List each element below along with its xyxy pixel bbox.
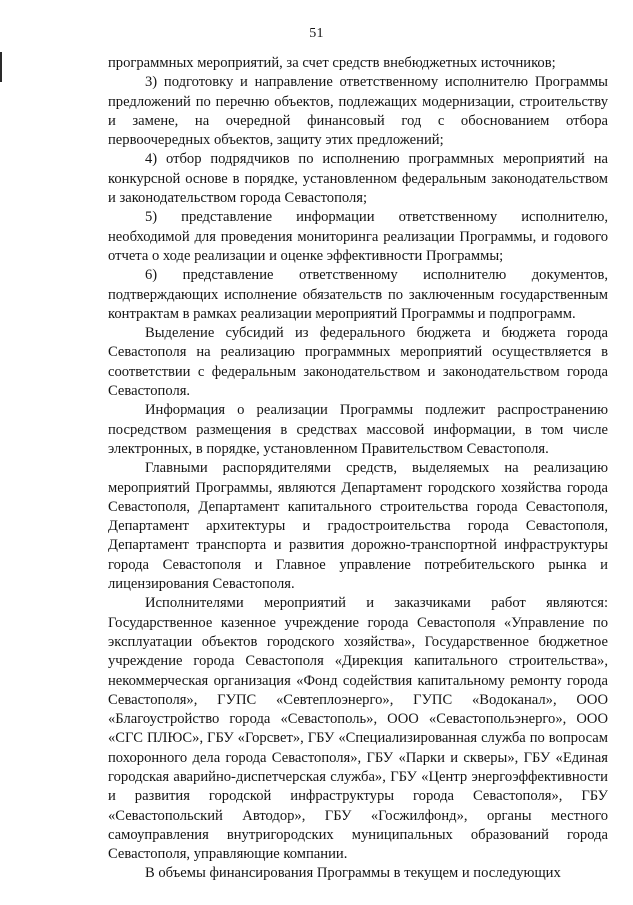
paragraph-executors: Исполнителями мероприятий и заказчиками работ являются: Государственное казенное учреждение города Севастополя «Управление по эксплуатации объектов городского хозяйства», Государственное бюджетное учреждение города Севастополя «Дирекция капитального строительства», некоммерческая организация «Фонд содействия капитальному ремонту города Севастополя», ГУПС «Севтеплоэнерго», ГУПС «Водоканал», ООО «Благоустройство города «Севастополь», ООО «Севастопольэнерго», ООО «СГС ПЛЮС», ГБУ «Горсвет», ГБУ «Специализированная служба по вопросам похоронного дела города Севастополя», ГБУ «Парки и скверы», ГБУ «Единая городская аварийно-диспетчерская служба», ГБУ «Центр энергоэффективности и развития городской инфраструктуры города Севастополя», ГБУ «Севастопольский Автодор», ГБУ «Госжилфонд», органы местного самоуправления внутригородских муниципальных образований города Севастополя, управляющие компании. bbox=[108, 595, 608, 863]
scan-margin-mark bbox=[0, 52, 2, 82]
paragraph-main-managers: Главными распорядителями средств, выделяемых на реализацию мероприятий Программы, являются Департамент городского хозяйства города Севастополя, Департамент капитального строительства города Севастополя, Департамент архитектуры и градостроительства города Севастополя, Департамент транспорта и развития дорожно-транспортной инфраструктуры города Севастополя и Главное управление потребительского рынка и лицензирования Севастополя. bbox=[108, 460, 608, 593]
paragraph-continuation: программных мероприятий, за счет средств внебюджетных источников; bbox=[108, 55, 556, 71]
paragraph-item-6: 6) представление ответственному исполнителю документов, подтверждающих исполнение обязательств по заключенным государственным контрактам в рамках реализации мероприятий Программы и подпрограмм. bbox=[108, 267, 608, 322]
paragraph-item-5: 5) представление информации ответственному исполнителю, необходимой для проведения мониторинга реализации Программы, и годового отчета о ходе реализации и оценке эффективности Программы; bbox=[108, 209, 608, 264]
page-number: 51 bbox=[309, 26, 324, 41]
paragraph-information: Информация о реализации Программы подлежит распространению посредством размещения в средствах массовой информации, в том числе электронных, в порядке, установленном Правительством Севастополя. bbox=[108, 402, 608, 457]
paragraph-item-4: 4) отбор подрядчиков по исполнению программных мероприятий на конкурсной основе в порядке, установленном федеральным законодательством и законодательством города Севастополя; bbox=[108, 151, 608, 207]
paragraph-financing: В объемы финансирования Программы в текущем и последующих bbox=[145, 865, 561, 882]
paragraph-item-3: 3) подготовку и направление ответственному исполнителю Программы предложений по перечню объектов, подлежащих модернизации, строительству и замене, на очередной финансовый год с обоснованием отбора первоочередных объектов, защиту этих предложений; bbox=[108, 74, 608, 149]
paragraph-subsidies: Выделение субсидий из федерального бюджета и бюджета города Севастополя на реализацию программных мероприятий осуществляется в соответствии с федеральным законодательством и законодательством города Севастополя. bbox=[108, 325, 608, 400]
document-body bbox=[108, 54, 608, 884]
